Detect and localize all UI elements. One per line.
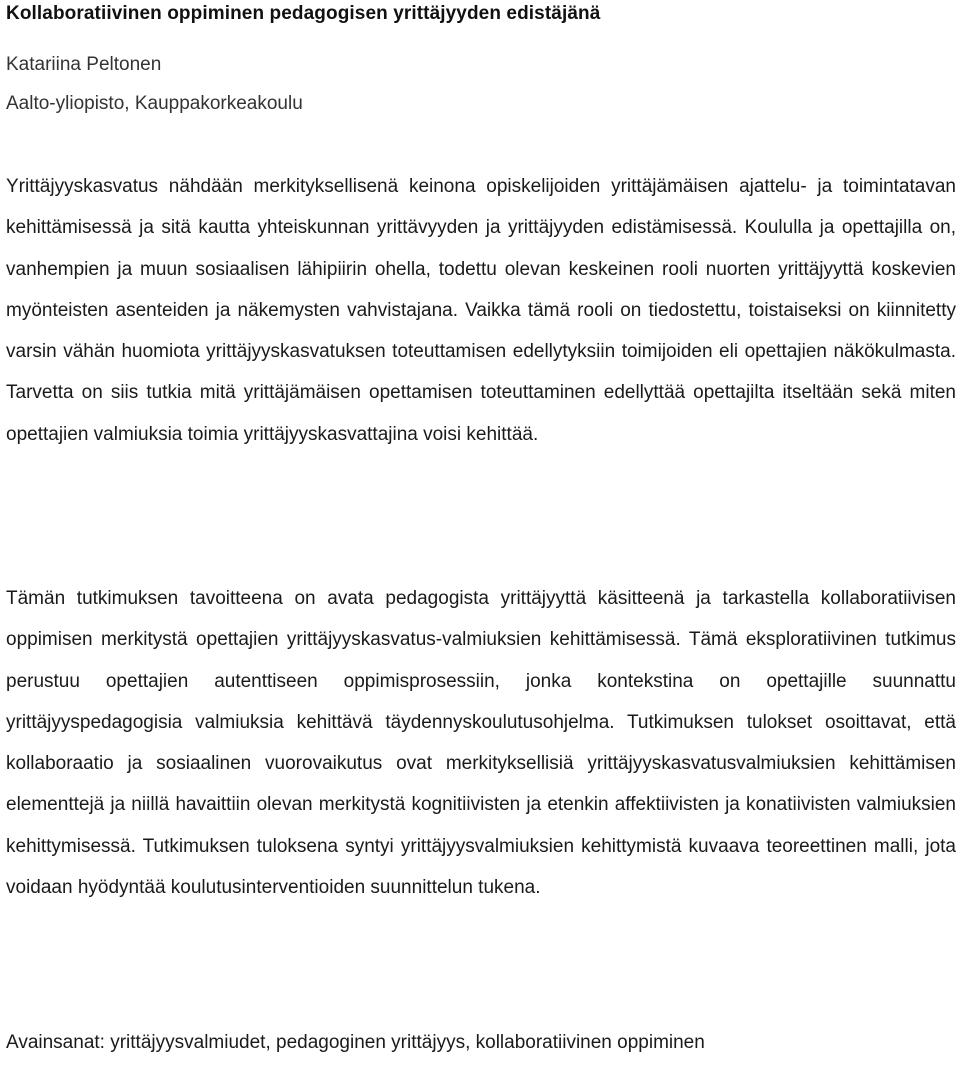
keywords-list: yrittäjyysvalmiudet, pedagoginen yrittäjyys, kollaboratiivinen oppiminen <box>110 1032 705 1053</box>
abstract-paragraph: Yrittäjyyskasvatus nähdään merkityksellisenä keinona opiskelijoiden yrittäjämäisen ajattelu- ja toimintatavan kehittämisessä ja sitä kautta yhteiskunnan yrittävyyden ja yrittäjyyden edistämisessä. Koululla ja opettajilla on, vanhempien ja muun sosiaalisen lähipiirin ohella, todettu olevan keskeinen rooli nuorten yrittäjyyttä koskevien myönteisten asenteiden ja näkemysten vahvistajana. Vaikka tämä rooli on tiedostettu, toistaiseksi on kiinnitetty varsin vähän huomiota yrittäjyyskasvatuksen toteuttamisen edellytyksiin toimijoiden eli opettajien näkökulmasta. Tarvetta on siis tutkia mitä yrittäjämäisen opettamisen toteuttaminen edellyttää opettajilta itseltään sekä miten opettajien valmiuksia toimia yrittäjyyskasvattajina voisi kehittää. <box>6 176 956 445</box>
paper-title: Kollaboratiivinen oppiminen pedagogisen yrittäjyyden edistäjänä <box>6 3 601 24</box>
author-affiliation: Aalto-yliopisto, Kauppakorkeakoulu <box>6 93 303 114</box>
author-name: Katariina Peltonen <box>6 54 162 75</box>
keywords-line <box>6 1032 705 1054</box>
abstract-paragraph: Tämän tutkimuksen tavoitteena on avata pedagogista yrittäjyyttä käsitteenä ja tarkastella kollaboratiivisen oppimisen merkitystä opettajien yrittäjyyskasvatus-valmiuksien kehittämisessä. Tämä eksploratiivinen tutkimus perustuu opettajien autenttiseen oppimisprosessiin, jonka kontekstina on opettajille suunnattu yrittäjyyspedagogisia valmiuksia kehittävä täydennyskoulutusohjelma. Tutkimuksen tulokset osoittavat, että kollaboraatio ja sosiaalinen vuorovaikutus ovat merkityksellisiä yrittäjyyskasvatusvalmiuksien kehittämisen elementtejä ja niillä havaittiin olevan merkitystä kognitiivisten ja etenkin affektiivisten ja konatiivisten valmiuksien kehittymisessä. Tutkimuksen tuloksena syntyi yrittäjyysvalmiuksien kehittymistä kuvaava teoreettinen malli, jota voidaan hyödyntää koulutusinterventioiden suunnittelun tukena. <box>6 588 956 899</box>
keywords-label: Avainsanat: <box>6 1032 105 1053</box>
